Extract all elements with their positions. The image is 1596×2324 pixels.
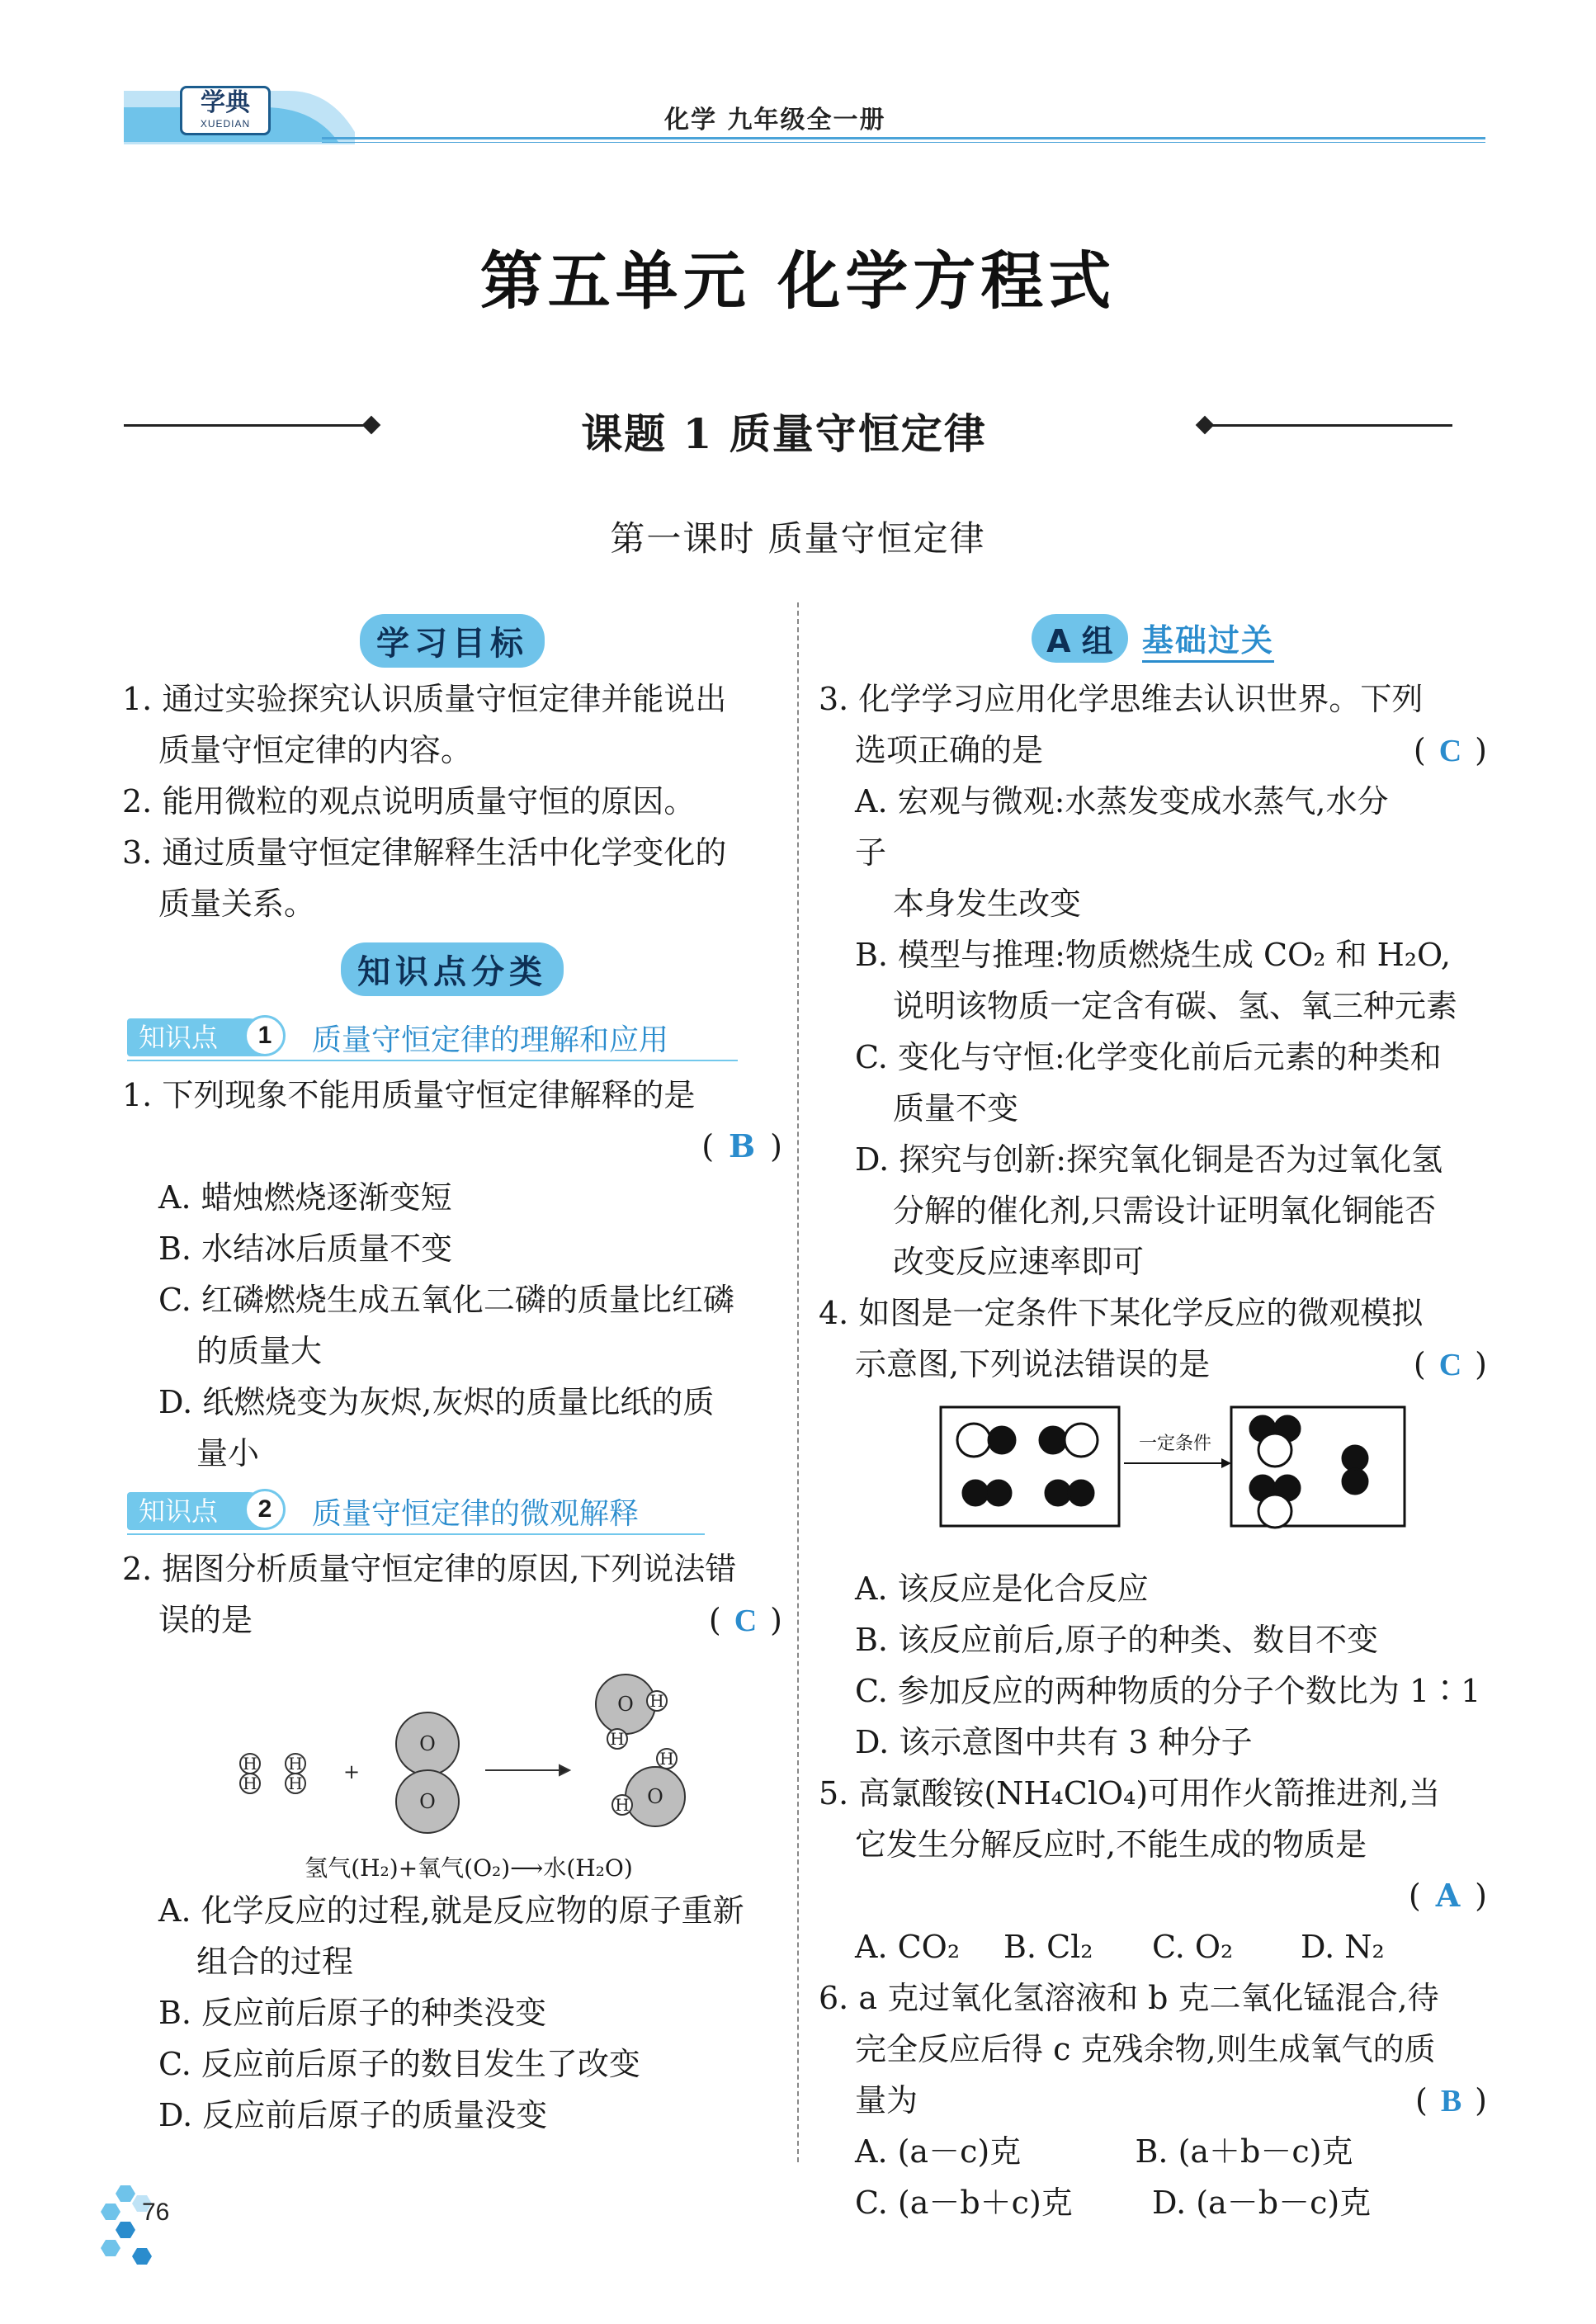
- svg-text:H: H: [288, 1774, 303, 1793]
- column-divider: [797, 602, 799, 2162]
- q4-option-c: C. 参加反应的两种物质的分子个数比为 1∶1: [855, 1673, 1481, 1709]
- goals-heading-wrap: [122, 602, 782, 673]
- q5-stem: 5. 高氯酸铵(NH₄ClO₄)可用作火箭推进剂,当: [819, 1775, 1441, 1811]
- svg-text:O: O: [647, 1785, 663, 1808]
- q3-answer-bracket: ( C ): [1413, 732, 1487, 768]
- left-column: [122, 602, 782, 2141]
- q3-option-b-cont: 说明该物质一定含有碳、氢、氧三种元素: [893, 988, 1458, 1024]
- q3-option-c: C. 变化与守恒:化学变化前后元素的种类和: [855, 1039, 1442, 1075]
- q3-option-a: A. 宏观与微观:水蒸发变成水蒸气,水分子: [855, 783, 1389, 871]
- header-title: 化学 九年级全一册: [664, 106, 886, 135]
- q5-option-d: D. N₂: [1301, 1929, 1385, 1965]
- q3-option-d-cont: 分解的催化剂,只需设计证明氧化铜能否: [893, 1193, 1437, 1229]
- molecule-icon: [957, 1424, 1015, 1457]
- goal-1-cont: 质量守恒定律的内容。: [158, 732, 473, 768]
- kp-title: 质量守恒定律的微观解释: [312, 1497, 640, 1531]
- header-rule: [322, 137, 1485, 139]
- q2-option-b: B. 反应前后原子的种类没变: [158, 1995, 547, 2031]
- q4-answer-bracket: ( C ): [1413, 1346, 1487, 1382]
- knowledge-point-1: [122, 1013, 782, 1063]
- unit-title: 第五单元 化学方程式: [479, 244, 1117, 318]
- svg-text:O: O: [419, 1732, 436, 1755]
- knowledge-heading: 知识点分类: [341, 942, 564, 996]
- svg-text:H: H: [615, 1795, 630, 1815]
- kp-number: 2: [244, 1489, 286, 1530]
- period-title: 第一课时 质量守恒定律: [610, 518, 986, 559]
- kp-tag: 知识点: [127, 1018, 267, 1056]
- q6-stem-cont: 完全反应后得 c 克残余物,则生成氧气的质: [855, 2031, 1436, 2067]
- q6-stem-cont2-text: 量为: [855, 2082, 918, 2119]
- q3-stem-cont: [819, 725, 1487, 776]
- goal-2: 2. 能用微粒的观点说明质量守恒的原因。: [122, 783, 696, 820]
- page-number: 76: [142, 2199, 170, 2226]
- q3-option-a-cont: 本身发生改变: [893, 886, 1082, 922]
- q5-option-b: B. Cl₂: [1003, 1929, 1093, 1965]
- q3-option-b: B. 模型与推理:物质燃烧生成 CO₂ 和 H₂O,: [855, 937, 1451, 973]
- reaction-model-diagram: [819, 1391, 1487, 1564]
- kp-tag: 知识点: [127, 1492, 267, 1530]
- svg-text:O: O: [617, 1693, 634, 1716]
- logo-subtext: XUEDIAN: [200, 118, 251, 130]
- q4-answer: C: [1438, 1348, 1462, 1382]
- q6-options-row1: [819, 2126, 1415, 2177]
- q1-option-a: A. 蜡烛燃烧逐渐变短: [158, 1179, 452, 1216]
- q2-option-a: A. 化学反应的过程,就是反应物的原子重新: [158, 1892, 744, 1929]
- q6-options-row2: [819, 2177, 1487, 2228]
- reaction-arrow-icon: [485, 1765, 569, 1775]
- page-header: [124, 83, 1485, 149]
- svg-text:H: H: [243, 1754, 257, 1774]
- q2-stem: 2. 据图分析质量守恒定律的原因,下列说法错: [122, 1551, 737, 1587]
- svg-text:O: O: [419, 1790, 436, 1813]
- water-synthesis-diagram: [122, 1646, 782, 1853]
- q6-answer: B: [1440, 2084, 1462, 2119]
- lesson-rule-left: [124, 424, 371, 427]
- kp-underline: [127, 1060, 738, 1061]
- hydrogen-molecule-icon: [286, 1754, 305, 1793]
- q6-option-a: A. (a－c)克: [855, 2133, 1022, 2170]
- q1-option-c-cont: 的质量大: [196, 1333, 323, 1369]
- q4-stem-cont-text: 示意图,下列说法错误的是: [855, 1346, 1211, 1382]
- kp-number: 1: [244, 1015, 286, 1056]
- q3-option-d: D. 探究与创新:探究氧化铜是否为过氧化氢: [855, 1141, 1443, 1178]
- svg-text:+: +: [342, 1760, 361, 1783]
- q5-option-a: A. CO₂: [855, 1929, 961, 1965]
- q4-option-d: D. 该示意图中共有 3 种分子: [855, 1724, 1253, 1760]
- q2-option-d: D. 反应前后原子的质量没变: [158, 2097, 548, 2133]
- q2-option-c: C. 反应前后原子的数目发生了改变: [158, 2046, 640, 2082]
- q1-option-b: B. 水结冰后质量不变: [158, 1230, 453, 1267]
- q2-answer: C: [734, 1604, 758, 1638]
- svg-text:H: H: [659, 1749, 674, 1769]
- q4-stem-cont: [819, 1339, 1487, 1390]
- q3-option-c-cont: 质量不变: [893, 1090, 1019, 1127]
- svg-text:H: H: [649, 1691, 664, 1711]
- group-title: 基础过关: [1142, 615, 1274, 663]
- q2-figure: [122, 1646, 782, 1852]
- svg-text:H: H: [243, 1774, 257, 1793]
- q3-answer: C: [1438, 734, 1462, 768]
- q2-stem-cont: [122, 1594, 782, 1646]
- q6-stem: 6. a 克过氧化氢溶液和 b 克二氧化锰混合,待: [819, 1980, 1439, 2016]
- q3-stem: 3. 化学学习应用化学思维去认识世界。下列: [819, 681, 1424, 717]
- q6-stem-cont2: [819, 2075, 1487, 2126]
- q5-option-c: C. O₂: [1152, 1929, 1234, 1965]
- q3-option-d-cont2: 改变反应速率即可: [893, 1244, 1145, 1280]
- svg-text:H: H: [610, 1729, 625, 1749]
- diamond-icon: [362, 416, 381, 435]
- q2-figure-caption: 氢气(H₂)+氧气(O₂)⟶水(H₂O): [305, 1854, 633, 1882]
- q6-option-b: B. (a＋b－c)克: [1135, 2133, 1353, 2170]
- kp-underline: [127, 1533, 705, 1535]
- goal-3: 3. 通过质量守恒定律解释生活中化学变化的: [122, 834, 727, 871]
- header-rule-thin: [322, 142, 1485, 143]
- q4-figure: [819, 1390, 1487, 1563]
- q1-answer: B: [729, 1127, 756, 1164]
- group-label: A 组: [1032, 614, 1128, 663]
- hydrogen-molecule-icon: [240, 1754, 260, 1793]
- q1-option-d-cont: 量小: [196, 1435, 260, 1471]
- q2-option-a-cont: 组合的过程: [196, 1944, 354, 1980]
- logo-text: 学典: [201, 88, 250, 117]
- q1-option-d: D. 纸燃烧变为灰烬,灰烬的质量比纸的质: [158, 1384, 715, 1420]
- lesson-heading-row: [124, 396, 1444, 458]
- q5-options: [819, 1921, 1487, 1972]
- q3-stem-cont-text: 选项正确的是: [855, 732, 1044, 768]
- q6-option-c: C. (a－b＋c)克: [855, 2185, 1073, 2221]
- q4-option-b: B. 该反应前后,原子的种类、数目不变: [855, 1622, 1379, 1658]
- water-molecule-icon: [612, 1749, 685, 1826]
- q5-answer: A: [1435, 1877, 1461, 1914]
- q2-stem-cont-text: 误的是: [158, 1602, 253, 1638]
- q1-option-c: C. 红磷燃烧生成五氧化二磷的质量比红磷: [158, 1282, 734, 1318]
- q5-answer-bracket: ( A ): [1408, 1877, 1487, 1914]
- q5-stem-cont: 它发生分解反应时,不能生成的物质是: [855, 1826, 1367, 1863]
- svg-text:H: H: [288, 1754, 303, 1774]
- knowledge-point-2: [122, 1487, 782, 1537]
- lesson-rule-right: [1205, 424, 1452, 427]
- goal-3-cont: 质量关系。: [158, 886, 316, 922]
- group-heading: [819, 602, 1487, 673]
- kp-title: 质量守恒定律的理解和应用: [312, 1023, 669, 1057]
- q1-stem: 1. 下列现象不能用质量守恒定律解释的是: [122, 1077, 696, 1113]
- q4-stem: 4. 如图是一定条件下某化学反应的微观模拟: [819, 1295, 1424, 1331]
- logo: [180, 86, 271, 135]
- oxygen-molecule-icon: [396, 1712, 459, 1833]
- q4-option-a: A. 该反应是化合反应: [855, 1571, 1149, 1607]
- lesson-title: 课题 1 质量守恒定律: [581, 409, 987, 458]
- q4-arrow-label: 一定条件: [1134, 1429, 1216, 1455]
- q2-answer-bracket: ( C ): [708, 1602, 782, 1638]
- right-column: [819, 602, 1487, 2228]
- q6-answer-bracket: ( B ): [1414, 2082, 1487, 2119]
- goals-heading: 学习目标: [360, 614, 545, 668]
- kp-heading-wrap: [122, 929, 782, 1005]
- q1-answer-bracket: ( B ): [701, 1127, 782, 1164]
- molecule-icon: [1040, 1424, 1098, 1457]
- goal-1: 1. 通过实验探究认识质量守恒定律并能说出: [122, 681, 727, 717]
- water-molecule-icon: [596, 1675, 667, 1749]
- q6-option-d: D. (a－b－c)克: [1152, 2185, 1372, 2221]
